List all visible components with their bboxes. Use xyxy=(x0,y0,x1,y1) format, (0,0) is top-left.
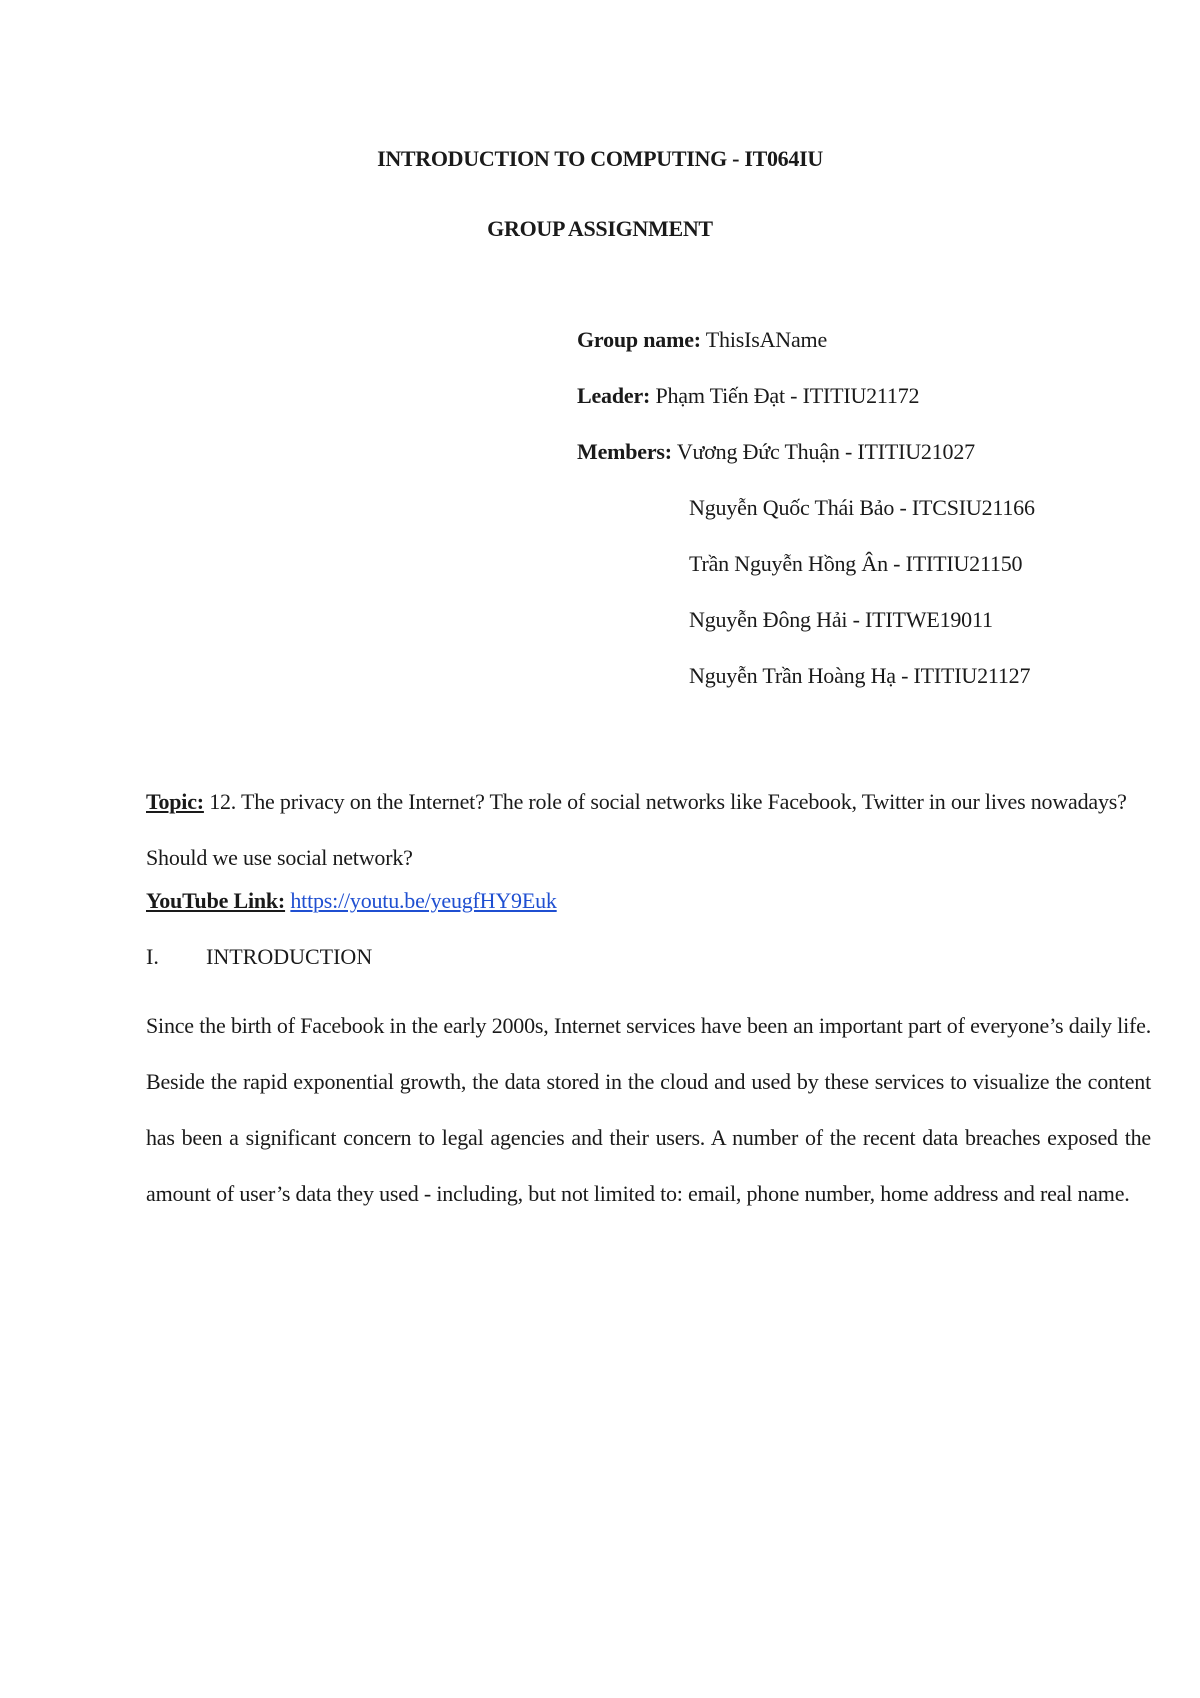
document-title: INTRODUCTION TO COMPUTING - IT064IU xyxy=(377,146,823,171)
youtube-label: YouTube Link: xyxy=(146,888,286,913)
introduction-paragraph: Since the birth of Facebook in the early 2000s, Internet services have been an important part of everyone’s daily life. Beside the rapid exponential growth, the data stored in the cloud and used by these services to visualize the content has been a significant concern to legal agencies and their users. A number of the recent data breaches exposed the amount of user’s data they used - including, but not limited to: email, phone number, home address and real name. xyxy=(146,1013,1151,1206)
youtube-link[interactable]: https://youtu.be/yeugfHY9Euk xyxy=(290,888,557,913)
document-subtitle: GROUP ASSIGNMENT xyxy=(487,216,713,241)
member-name: Nguyễn Đông Hải - ITITWE19011 xyxy=(689,607,993,632)
member-name: Trần Nguyễn Hồng Ân - ITITIU21150 xyxy=(689,551,1023,576)
member-name: Nguyễn Trần Hoàng Hạ - ITITIU21127 xyxy=(689,663,1031,688)
topic-label: Topic: xyxy=(146,789,204,814)
members-line xyxy=(577,439,975,465)
group-name-label: Group name: xyxy=(577,327,701,352)
member-name: Vương Đức Thuận - ITITIU21027 xyxy=(671,439,975,464)
member-name: Nguyễn Quốc Thái Bảo - ITCSIU21166 xyxy=(689,495,1035,520)
section-number: I. xyxy=(146,944,159,969)
topic-paragraph xyxy=(146,774,1151,886)
leader-line xyxy=(577,383,919,409)
group-name-line xyxy=(577,327,827,353)
topic-text: 12. The privacy on the Internet? The role of social networks like Facebook, Twitter in our lives nowadays? Should we use social network? xyxy=(146,789,1127,870)
group-name-value: ThisIsAName xyxy=(700,327,828,352)
members-label: Members: xyxy=(577,439,672,464)
section-title: INTRODUCTION xyxy=(206,944,373,969)
section-heading xyxy=(146,944,372,970)
youtube-line xyxy=(146,888,557,914)
leader-label: Leader: xyxy=(577,383,651,408)
leader-value: Phạm Tiến Đạt - ITITIU21172 xyxy=(650,383,920,408)
